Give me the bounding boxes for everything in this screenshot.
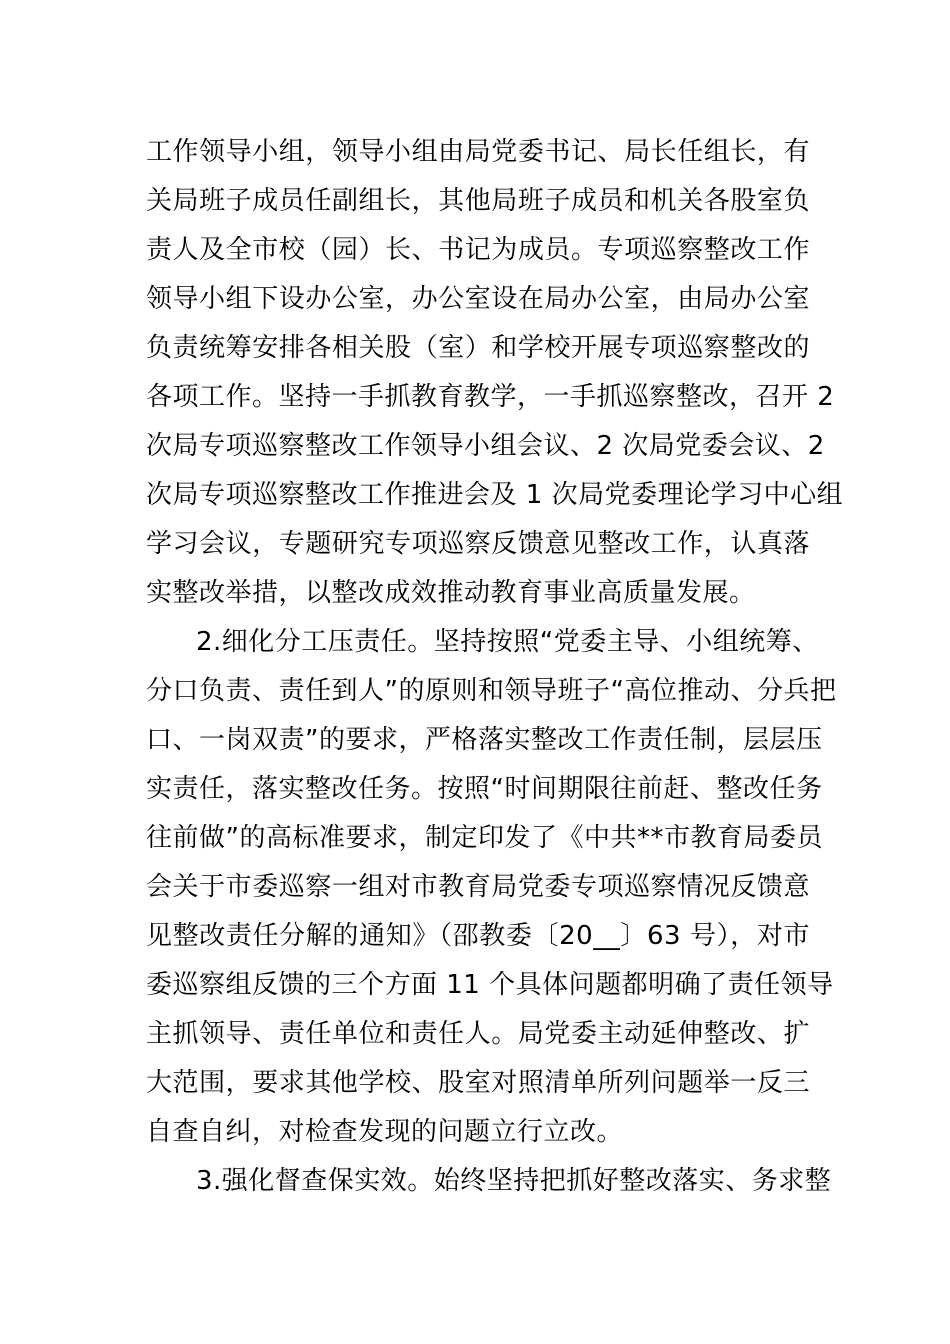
text-line: 次局专项巡察整改工作领导小组会议、2 次局党委会议、2 <box>146 431 825 461</box>
text-line: 大范围，要求其他学校、股室对照清单所列问题举一反三 <box>146 1068 810 1098</box>
text-line: 口、一岗双责”的要求，严格落实整改工作责任制，层层压 <box>146 725 823 755</box>
text-line: 次局专项巡察整改工作推进会及 1 次局党委理论学习中心组 <box>146 480 844 510</box>
text-line: 分口负责、责任到人”的原则和领导班子“高位推动、分兵把 <box>146 676 837 706</box>
text-line: 工作领导小组，领导小组由局党委书记、局长任组长，有 <box>146 137 810 167</box>
text-line: 往前做”的高标准要求，制定印发了《中共**市教育局委员 <box>146 823 823 853</box>
text-line: 委巡察组反馈的三个方面 11 个具体问题都明确了责任领导 <box>146 970 834 1000</box>
text-line: 责人及全市校（园）长、书记为成员。专项巡察整改工作 <box>146 235 810 265</box>
paragraph-3-heading-line: 3.强化督查保实效。始终坚持把抓好整改落实、务求整 <box>196 1166 832 1196</box>
text-line: 负责统筹安排各相关股（室）和学校开展专项巡察整改的 <box>146 333 810 363</box>
body-text <box>146 128 844 1206</box>
text-line: 见整改责任分解的通知》（邵教委〔20__〕63 号），对市 <box>146 921 810 951</box>
text-line: 各项工作。坚持一手抓教育教学，一手抓巡察整改，召开 2 <box>146 382 835 412</box>
text-line: 学习会议，专题研究专项巡察反馈意见整改工作，认真落 <box>146 529 810 559</box>
text-line: 关局班子成员任副组长，其他局班子成员和机关各股室负 <box>146 186 810 216</box>
paragraph-2-heading-line: 2.细化分工压责任。坚持按照“党委主导、小组统筹、 <box>196 627 819 657</box>
text-line: 实责任，落实整改任务。按照“时间期限往前赶、整改任务 <box>146 774 823 804</box>
text-line: 实整改举措，以整改成效推动教育事业高质量发展。 <box>146 578 756 608</box>
text-line: 会关于市委巡察一组对市教育局党委专项巡察情况反馈意 <box>146 872 810 902</box>
text-line: 领导小组下设办公室，办公室设在局办公室，由局办公室 <box>146 284 810 314</box>
text-line: 自查自纠，对检查发现的问题立行立改。 <box>146 1117 624 1147</box>
text-line: 主抓领导、责任单位和责任人。局党委主动延伸整改、扩 <box>146 1019 810 1049</box>
